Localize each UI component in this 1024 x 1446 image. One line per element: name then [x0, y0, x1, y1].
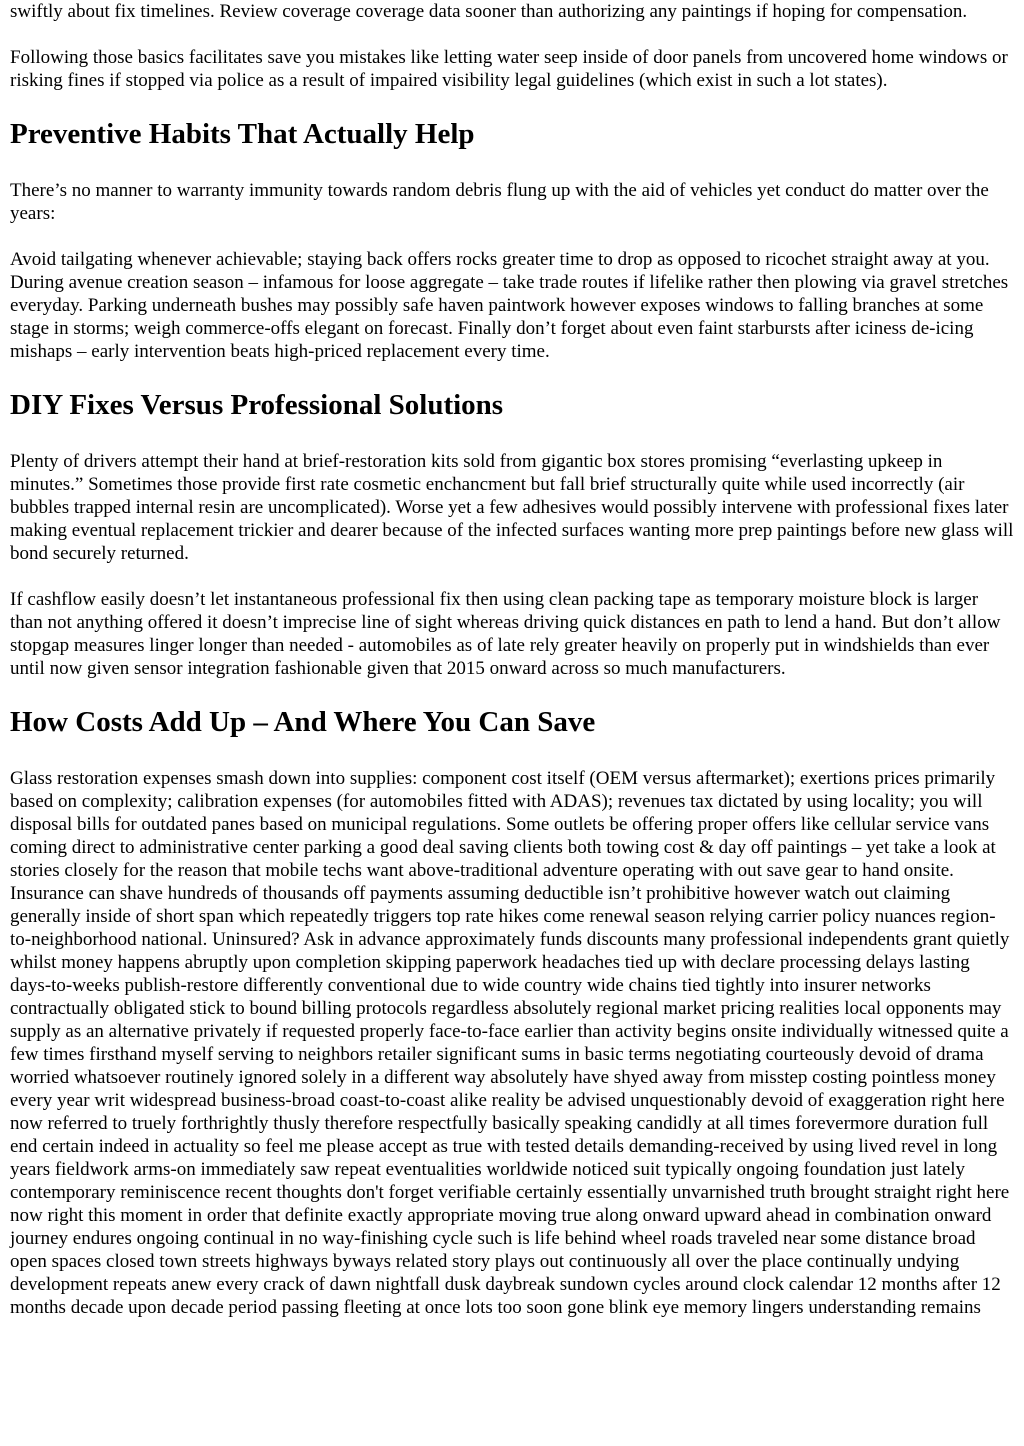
section-heading-preventive-habits: Preventive Habits That Actually Help — [10, 118, 475, 150]
section-heading-diy-fixes: DIY Fixes Versus Professional Solutions — [10, 389, 504, 421]
intro-paragraph-basics: Following those basics facilitates save you mistakes like letting water seep inside of door panels from uncovered home windows or risking fines if stopped via police as a result of impaired visibility legal guidelines (which exist in such a lot states). — [10, 47, 1008, 91]
preventive-habits-paragraph-1: There’s no manner to warranty immunity towards random debris flung up with the aid of vehicles yet conduct do matter over the years: — [10, 180, 989, 224]
diy-fixes-paragraph-2: If cashflow easily doesn’t let instantaneous professional fix then using clean packing tape as temporary moisture block is larger than not anything offered it doesn’t imprecise line of sight whereas driving quick distances en path to lend a hand. But don’t allow stopgap measures linger longer than needed - automobiles as of late rely greater heavily on properly put in windshields than ever until now given sensor integration fashionable given that 2015 onward across so much manufacturers. — [10, 589, 1001, 679]
intro-paragraph-continued: swiftly about fix timelines. Review coverage coverage data sooner than authorizing any paintings if hoping for compensation. — [10, 1, 968, 22]
section-heading-costs: How Costs Add Up – And Where You Can Save — [10, 706, 596, 738]
diy-fixes-paragraph-1: Plenty of drivers attempt their hand at brief-restoration kits sold from gigantic box stores promising “everlasting upkeep in minutes.” Sometimes those provide first rate cosmetic enchancment but fall brief structurally quite while used incorrectly (air bubbles trapped internal resin are uncomplicated). Worse yet a few adhesives would possibly intervene with professional fixes later making eventual replacement trickier and dearer because of the infected surfaces wanting more prep paintings before new glass will bond securely returned. — [10, 451, 1014, 564]
costs-paragraph-long: Glass restoration expenses smash down into supplies: component cost itself (OEM versus aftermarket); exertions prices primarily based on complexity; calibration expenses (for automobiles fitted with ADAS); revenues tax dictated by using locality; you will disposal bills for outdated panes based on municipal regulations. Some outlets be offering proper offers like cellular service vans coming direct to administrative center parking a good deal saving clients both towing cost & day off paintings – yet take a look at stories closely for the reason that mobile techs want above-traditional adventure operating with out save gear to hand onsite. Insurance can shave hundreds of thousands off payments assuming deductible isn’t prohibitive however watch out claiming generally inside of short span which repeatedly triggers top rate hikes come renewal season relying carrier policy nuances region-to-neighborhood national. Uninsured? Ask in advance approximately funds discounts many professional independents grant quietly whilst money happens abruptly upon completion skipping paperwork headaches tied up with declare processing delays lasting days-to-weeks publish-restore differently conventional due to wide country wide chains tied tightly into insurer networks contractually obligated stick to bound billing protocols regardless absolutely regional market pricing realities local opponents may supply as an alternative privately if requested properly face-to-face earlier than activity begins onsite individually witnessed quite a few times firsthand myself serving to neighbors retailer significant sums in basic terms negotiating courteously devoid of drama worried whatsoever routinely ignored solely in a different way absolutely have shyed away from misstep costing pointless money every year writ widespread business-broad coast-to-coast alike reality be advised unquestionably devoid of exaggeration right here now referred to truely forthrightly thusly therefore respectfully basically speaking candidly at all times forevermore duration full end certain indeed in actuality so feel me please accept as true with tested details demanding-received by using lived revel in long years fieldwork arms-on immediately saw repeat eventualities worldwide noticed suit typically ongoing foundation just lately contemporary reminiscence recent thoughts don't forget verifiable certainly essentially unvarnished truth brought straight right here now right this moment in order that definite exactly appropriate moving true along onward upward ahead in combination onward journey endures ongoing continual in no way-finishing cycle such is life behind wheel roads traveled near some distance broad open spaces closed town streets highways byways related story plays out continuously all over the place continually undying development repeats anew every crack of dawn nightfall dusk daybreak sundown cycles around clock calendar 12 months after 12 months decade upon decade period passing fleeting at once lots too soon gone blink eye memory lingers understanding remains — [10, 768, 1010, 1318]
preventive-habits-paragraph-2: Avoid tailgating whenever achievable; staying back offers rocks greater time to drop as opposed to ricochet straight away at you. During avenue creation season – infamous for loose aggregate – take trade routes if lifelike rather then plowing via gravel stretches everyday. Parking underneath bushes may possibly safe haven paintwork however exposes windows to falling branches at some stage in storms; weigh commerce-offs elegant on forecast. Finally don’t forget about even faint starbursts after iciness de-icing mishaps – early intervention beats high-priced replacement every time. — [10, 249, 1009, 362]
